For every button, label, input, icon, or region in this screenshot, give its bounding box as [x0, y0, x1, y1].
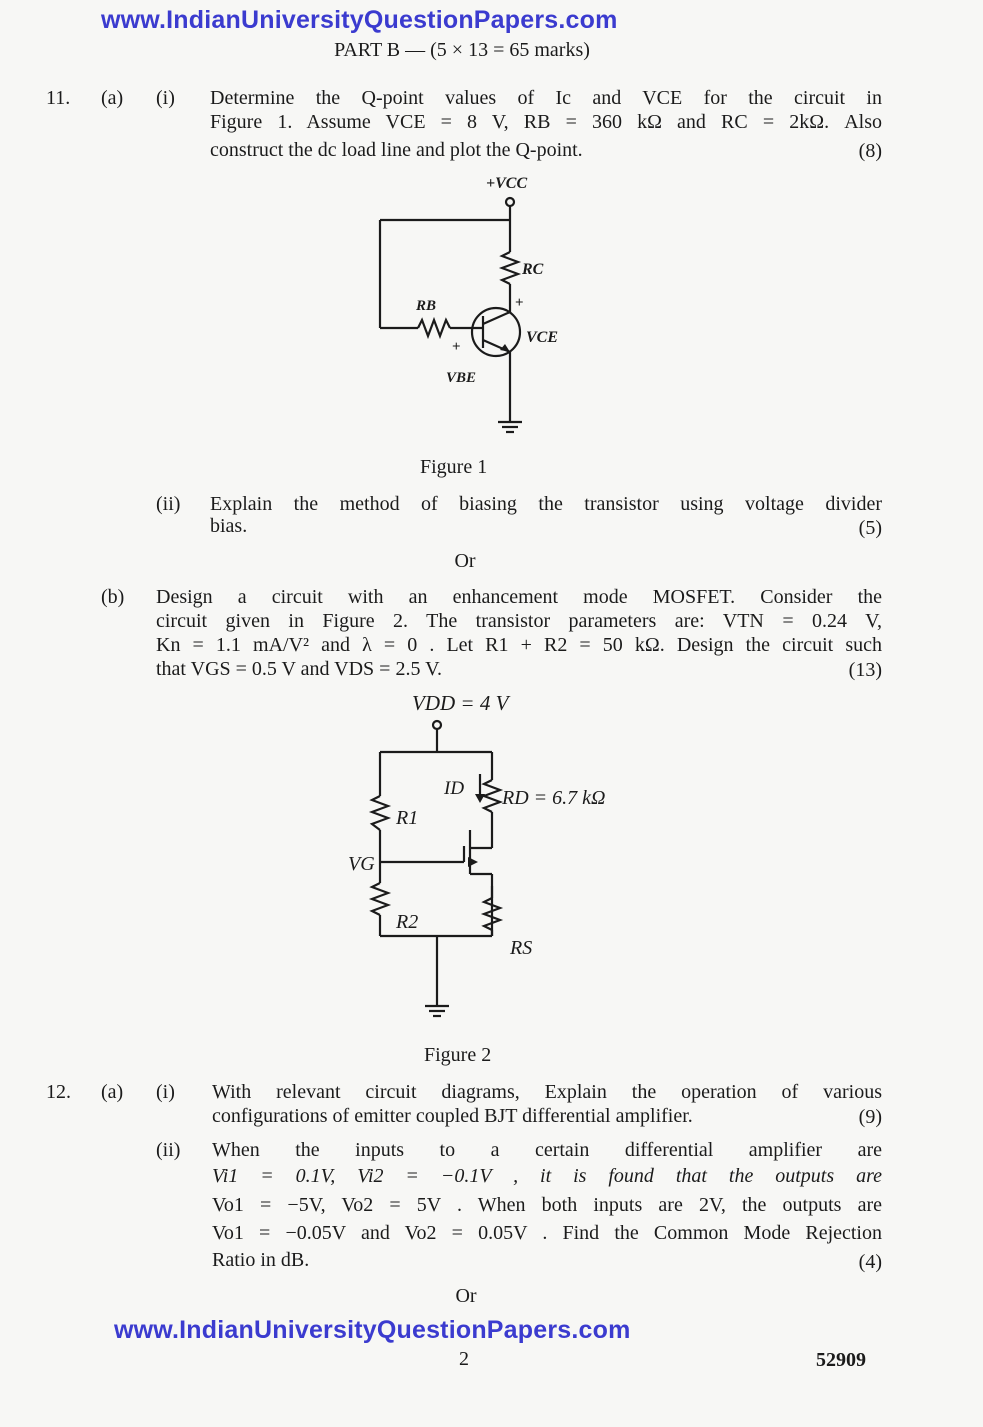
- q11-b-line4: that VGS = 0.5 V and VDS = 2.5 V.: [156, 658, 442, 680]
- q11-a-i-line2: Figure 1. Assume VCE = 8 V, RB = 360 kΩ and RC = 2kΩ. Also: [210, 111, 882, 133]
- question-11-number: 11.: [46, 87, 71, 109]
- q11-a-label: (a): [101, 87, 124, 109]
- q12-a-ii-line1: When the inputs to a certain differential amplifier are: [212, 1139, 882, 1161]
- q11-b-line3: Kn = 1.1 mA/V² and λ = 0 . Let R1 + R2 = 50 kΩ. Design the circuit such: [156, 634, 882, 656]
- fig2-vdd-label: VDD = 4 V: [412, 691, 509, 715]
- fig2-r2-label: R2: [396, 911, 419, 933]
- q12-a-i-line1: With relevant circuit diagrams, Explain the operation of various: [212, 1081, 882, 1103]
- q12-a-ii-label: (ii): [156, 1139, 181, 1161]
- fig1-vbe-label: VBE: [446, 370, 477, 386]
- q12-a-ii-line2: Vi1 = 0.1V, Vi2 = −0.1V , it is found that the outputs are: [212, 1165, 882, 1187]
- page-number: 2: [459, 1348, 469, 1370]
- q11-a-ii-line2: bias.: [210, 515, 248, 537]
- fig2-id-label: ID: [444, 778, 465, 799]
- q11-a-i-label: (i): [156, 87, 175, 109]
- q11-b-line2: circuit given in Figure 2. The transistor parameters are: VTN = 0.24 V,: [156, 610, 882, 632]
- fig1-vcc-label: +VCC: [486, 175, 528, 192]
- q12-a-ii-line4: Vo1 = −0.05V and Vo2 = 0.05V . Find the Common Mode Rejection: [212, 1222, 882, 1244]
- question-12-number: 12.: [46, 1081, 71, 1103]
- q11-a-ii-marks: (5): [858, 517, 882, 539]
- q11-b-line1: Design a circuit with an enhancement mode MOSFET. Consider the: [156, 586, 882, 608]
- q11-a-ii-line1: Explain the method of biasing the transistor using voltage divider: [210, 493, 882, 515]
- or-separator-11: Or: [454, 550, 476, 572]
- fig2-vg-label: VG: [348, 853, 375, 875]
- q12-a-label: (a): [101, 1081, 124, 1103]
- q12-a-i-line2: configurations of emitter coupled BJT differential amplifier.: [212, 1105, 693, 1127]
- q11-a-ii-label: (ii): [156, 493, 181, 515]
- part-heading: PART B — (5 × 13 = 65 marks): [334, 39, 590, 61]
- figure-2-circuit: [340, 688, 640, 1028]
- q11-b-marks: (13): [848, 659, 882, 681]
- fig1-vce-label: VCE: [526, 329, 559, 346]
- q11-b-label: (b): [101, 586, 125, 608]
- figure-1-circuit: [360, 170, 580, 442]
- or-separator-12: Or: [455, 1285, 477, 1307]
- q12-a-i-label: (i): [156, 1081, 175, 1103]
- q11-a-i-line3: construct the dc load line and plot the Q-point.: [210, 139, 583, 161]
- fig2-rd-label: RD = 6.7 kΩ: [502, 787, 606, 809]
- figure-1-caption: Figure 1: [420, 456, 488, 478]
- watermark-bottom: www.IndianUniversityQuestionPapers.com: [114, 1316, 631, 1344]
- q12-a-ii-line3: Vo1 = −5V, Vo2 = 5V . When both inputs are 2V, the outputs are: [212, 1194, 882, 1216]
- q12-a-ii-line5: Ratio in dB.: [212, 1249, 310, 1271]
- q11-a-i-marks: (8): [858, 140, 882, 162]
- fig1-plus-base: +: [452, 339, 461, 355]
- fig1-rb-label: RB: [416, 298, 437, 314]
- fig2-rs-label: RS: [510, 937, 533, 959]
- watermark-top: www.IndianUniversityQuestionPapers.com: [101, 6, 618, 34]
- q12-a-ii-marks: (4): [858, 1251, 882, 1273]
- fig1-plus-collector: +: [515, 295, 524, 311]
- fig2-r1-label: R1: [396, 807, 419, 829]
- paper-code: 52909: [816, 1349, 866, 1371]
- q12-a-i-marks: (9): [858, 1106, 882, 1128]
- figure-2-caption: Figure 2: [424, 1044, 492, 1066]
- q11-a-i-line1: Determine the Q-point values of Ic and VCE for the circuit in: [210, 87, 882, 109]
- fig1-rc-label: RC: [522, 261, 544, 278]
